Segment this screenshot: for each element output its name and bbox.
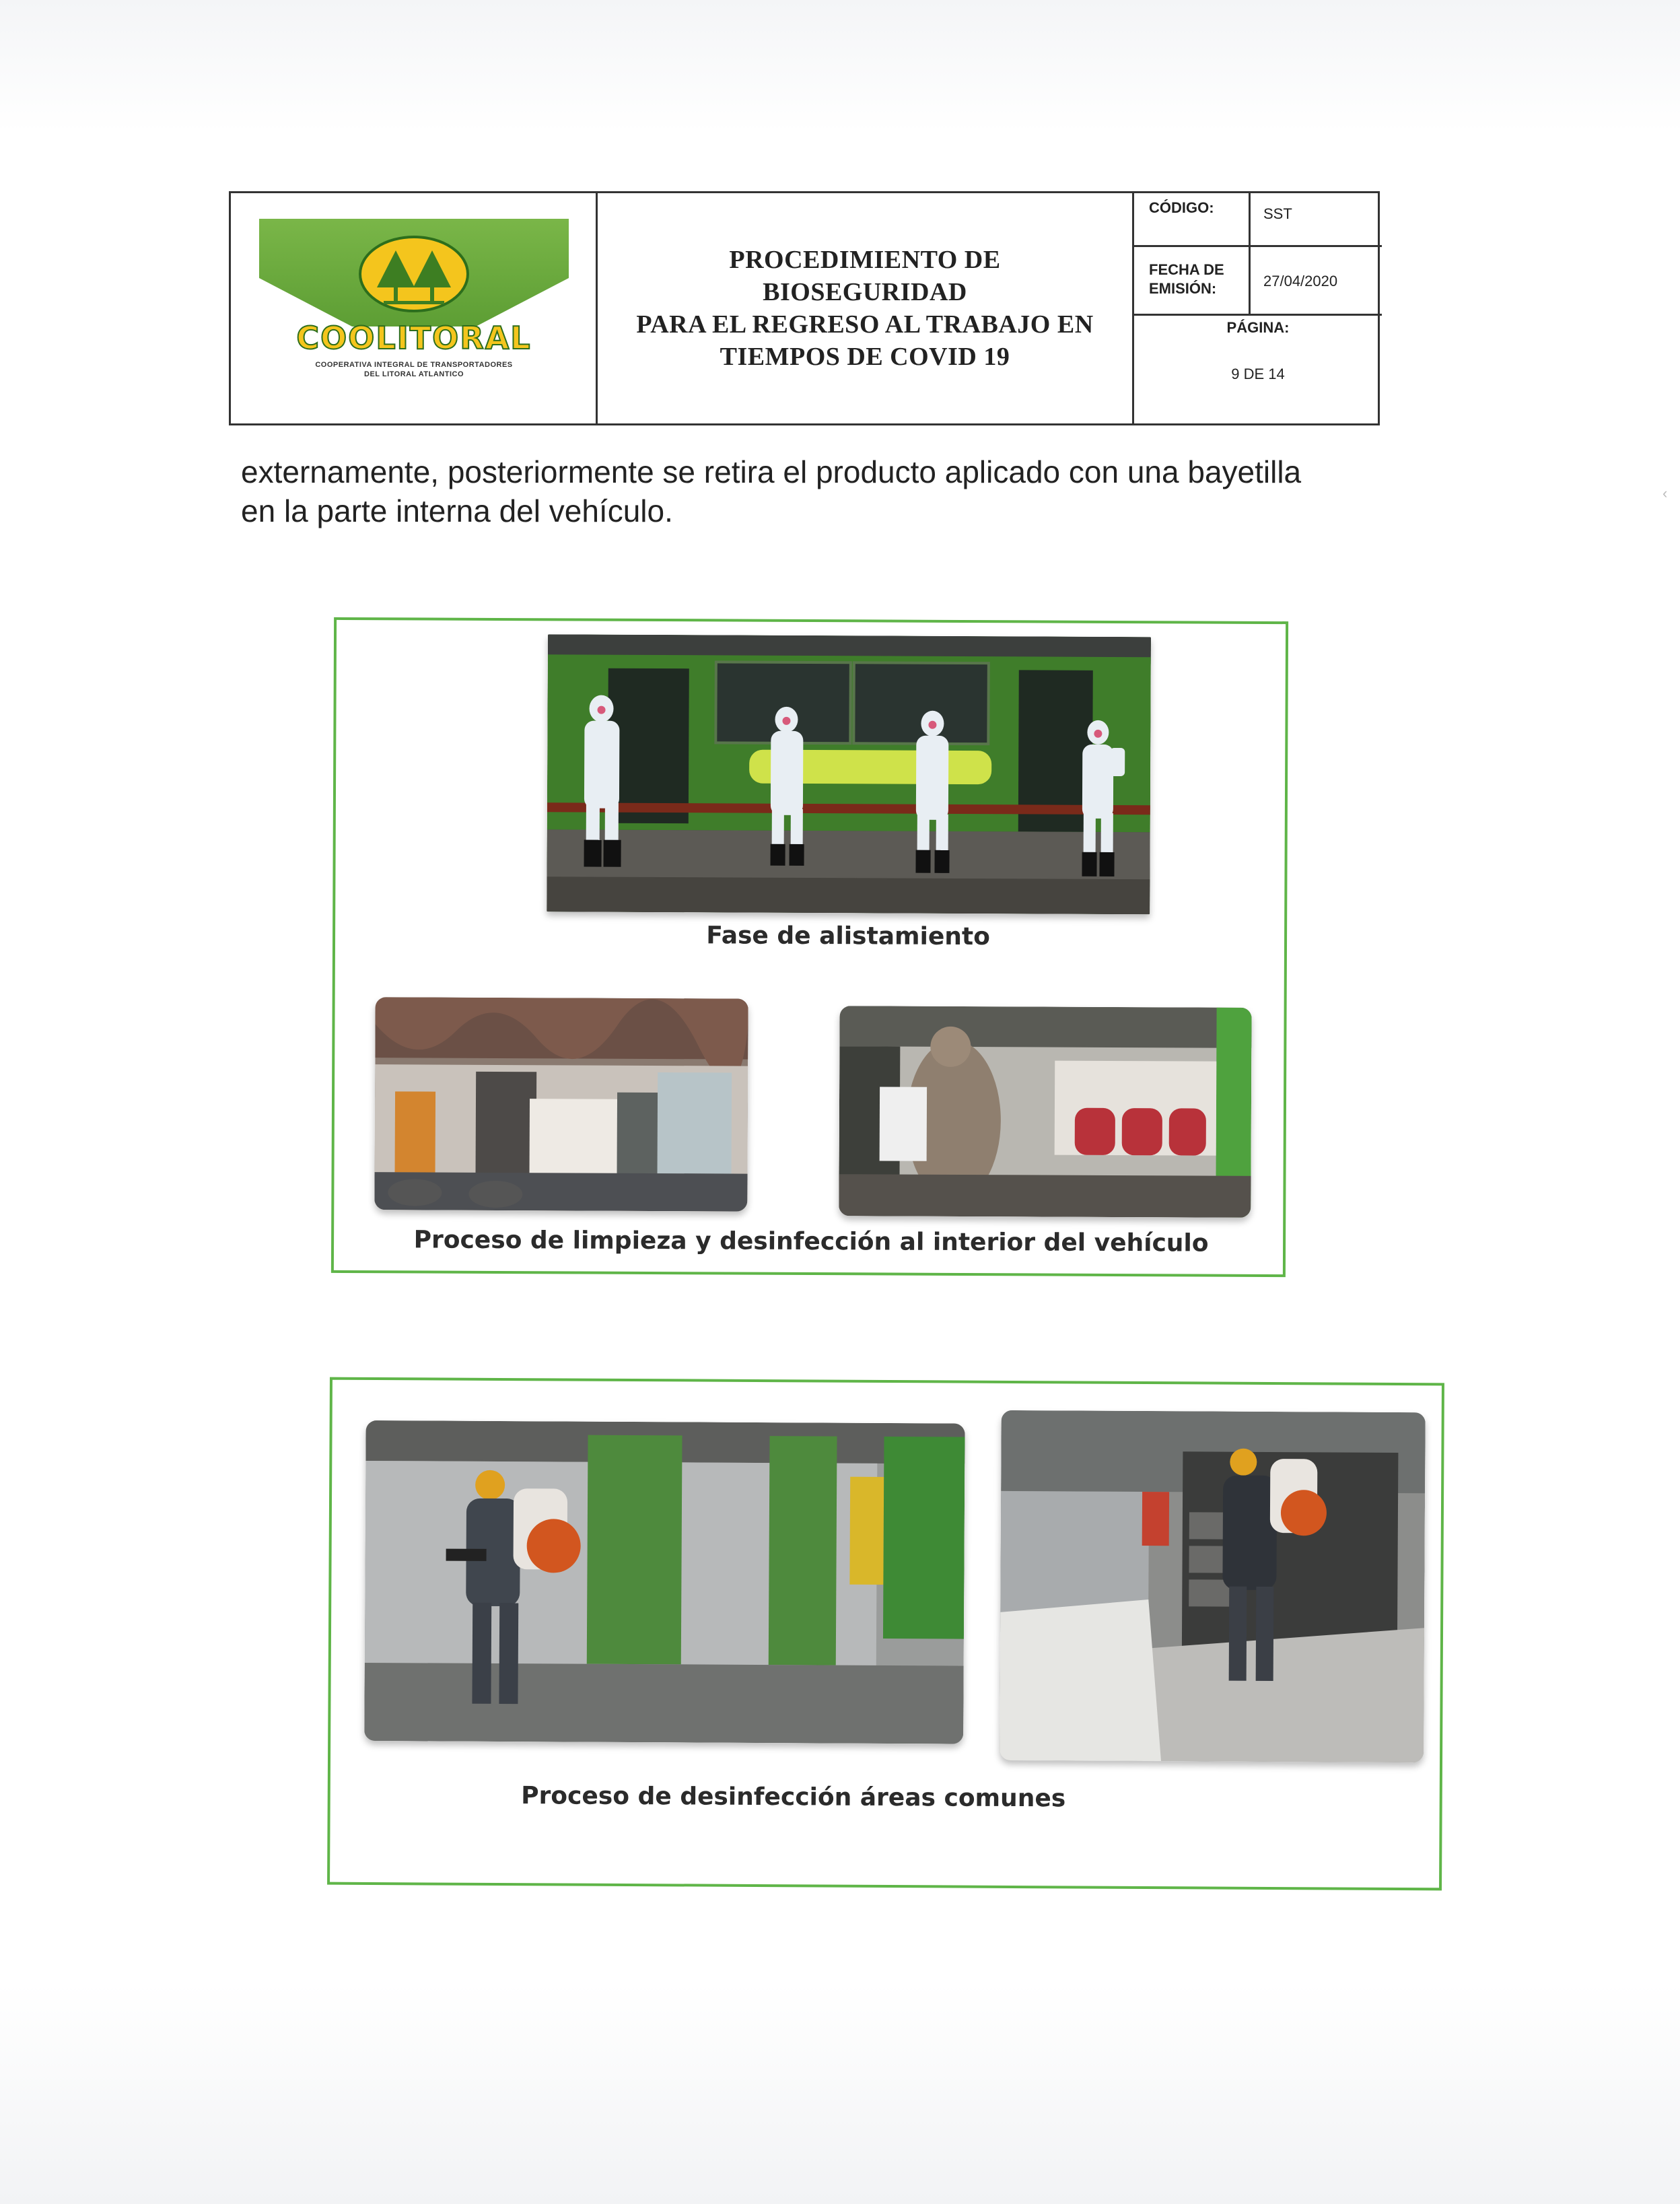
margin-mark: ‹ — [1663, 485, 1668, 502]
pagina-label: PÁGINA: — [1226, 319, 1290, 336]
common-area-2-illustration — [1000, 1410, 1426, 1762]
pagina-value: 9 DE 14 — [1231, 366, 1285, 382]
document-header-table — [229, 191, 1380, 425]
title-line-1: PROCEDIMIENTO DE BIOSEGURIDAD — [729, 246, 1001, 306]
bus-scene-illustration — [547, 634, 1151, 914]
title-cell — [598, 193, 1134, 423]
photo-common-area-2 — [1000, 1410, 1426, 1762]
codigo-label: CÓDIGO: — [1149, 199, 1214, 216]
logo-tagline-line2: DEL LITORAL ATLANTICO — [364, 370, 464, 378]
codigo-divider — [1249, 193, 1251, 245]
codigo-row — [1134, 193, 1382, 247]
fecha-value: 27/04/2020 — [1263, 273, 1338, 289]
title-line-2: PARA EL REGRESO AL TRABAJO EN — [636, 310, 1094, 339]
document-title — [636, 244, 1094, 373]
fecha-label-line2: EMISIÓN: — [1149, 280, 1217, 297]
figure-vehicle-cleaning — [331, 617, 1288, 1277]
common-area-1-illustration — [364, 1420, 965, 1744]
caption-fase-alistamiento: Fase de alistamiento — [706, 922, 990, 951]
logo-emblem-icon — [357, 234, 471, 314]
fecha-label-line1: FECHA DE — [1149, 261, 1224, 278]
caption-limpieza-interior: Proceso de limpieza y desinfección al interior del vehículo — [413, 1226, 1209, 1258]
figure-common-areas — [327, 1377, 1444, 1891]
paragraph-line-1: externamente, posteriormente se retira el producto aplicado con una bayetilla — [241, 454, 1302, 489]
pagina-row — [1134, 316, 1382, 427]
fecha-label — [1149, 261, 1224, 298]
logo-wordmark: COOLITORAL — [296, 320, 532, 356]
title-line-3: TIEMPOS DE COVID 19 — [720, 343, 1010, 371]
photo-interior-cleaning-2 — [839, 1006, 1251, 1218]
fecha-divider — [1249, 247, 1251, 314]
interior-scene-2-illustration — [839, 1006, 1251, 1218]
photo-interior-cleaning-1 — [374, 997, 748, 1211]
paragraph-line-2: en la parte interna del vehículo. — [241, 493, 673, 528]
company-logo — [259, 219, 569, 394]
body-paragraph — [241, 452, 1399, 530]
photo-common-area-1 — [364, 1420, 965, 1744]
photo-bus-preparation — [547, 634, 1151, 914]
logo-cell — [231, 193, 598, 423]
logo-tagline — [273, 360, 555, 379]
interior-scene-1-illustration — [374, 997, 748, 1211]
fecha-row — [1134, 247, 1382, 316]
codigo-value: SST — [1263, 205, 1292, 222]
caption-areas-comunes: Proceso de desinfección áreas comunes — [521, 1782, 1066, 1813]
logo-tagline-line1: COOPERATIVA INTEGRAL DE TRANSPORTADORES — [315, 361, 513, 369]
